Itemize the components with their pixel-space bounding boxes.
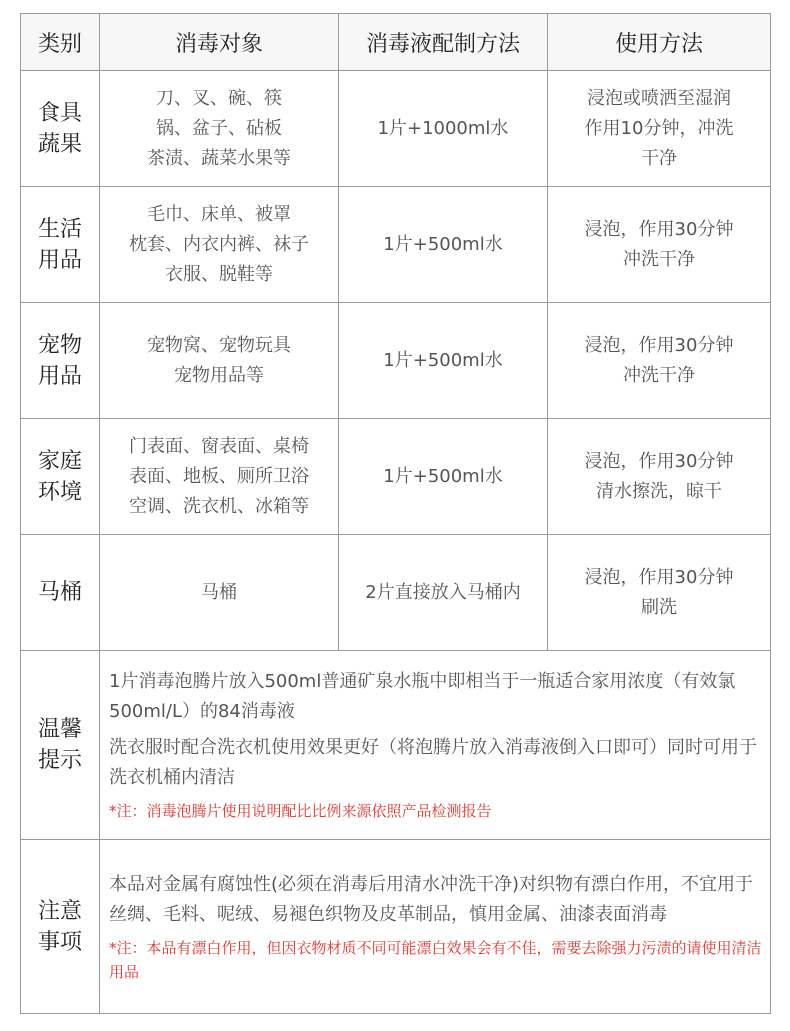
method-cell: 1片+500ml水 xyxy=(339,187,548,303)
objects-cell xyxy=(100,535,339,651)
usage-cell xyxy=(548,419,771,535)
disinfection-usage-table xyxy=(20,13,771,1014)
usage-line: 干净 xyxy=(641,147,677,169)
category-line: 食具 xyxy=(37,100,82,126)
objects-line: 锅、盆子、砧板 xyxy=(156,117,282,139)
objects-line: 空调、洗衣机、冰箱等 xyxy=(129,495,309,517)
objects-line: 衣服、脱鞋等 xyxy=(165,263,273,285)
disinfection-usage-table-container xyxy=(20,13,770,1014)
usage-line: 浸泡，作用30分钟 xyxy=(584,334,734,356)
tips-paragraph: 1片消毒泡腾片放入500ml普通矿泉水瓶中即相当于一瓶适合家用浓度（有效氯500ml/L）的84消毒液 xyxy=(109,671,736,722)
table-row xyxy=(21,71,771,187)
objects-line: 表面、地板、厕所卫浴 xyxy=(129,465,309,487)
tips-paragraph: 洗衣服时配合洗衣机使用效果更好（将泡腾片放入消毒液倒入口即可）同时可用于洗衣机桶内清洁 xyxy=(109,737,757,788)
objects-line: 宠物窝、宠物玩具 xyxy=(147,334,291,356)
objects-line: 枕套、内衣内裤、袜子 xyxy=(129,233,309,255)
table-row xyxy=(21,419,771,535)
category-line: 用品 xyxy=(37,247,82,273)
category-cell xyxy=(21,419,100,535)
category-line: 提示 xyxy=(37,748,82,773)
notice-row xyxy=(21,840,771,1014)
usage-cell xyxy=(548,71,771,187)
header-objects: 消毒对象 xyxy=(100,14,339,71)
header-usage: 使用方法 xyxy=(548,14,771,71)
tips-warning: *注：消毒泡腾片使用说明配比比例来源依照产品检测报告 xyxy=(109,802,492,820)
category-cell xyxy=(21,71,100,187)
usage-line: 冲洗干净 xyxy=(623,364,695,386)
notice-warning: *注：本品有漂白作用，但因衣物材质不同可能漂白效果会有不佳，需要去除强力污渍的请使用清洁用品 xyxy=(109,938,762,981)
objects-line: 门表面、窗表面、桌椅 xyxy=(129,435,309,457)
header-category: 类别 xyxy=(21,14,100,71)
tips-body xyxy=(100,651,771,840)
objects-cell xyxy=(100,303,339,419)
usage-line: 浸泡或喷洒至湿润 xyxy=(587,87,731,109)
objects-line: 马桶 xyxy=(201,581,237,603)
usage-cell xyxy=(548,303,771,419)
category-line: 蔬果 xyxy=(37,131,82,157)
objects-line: 宠物用品等 xyxy=(174,364,264,386)
method-cell: 1片+1000ml水 xyxy=(339,71,548,187)
category-line: 事项 xyxy=(37,929,82,955)
category-line: 环境 xyxy=(37,479,82,505)
objects-cell xyxy=(100,419,339,535)
category-line: 用品 xyxy=(37,363,82,389)
table-row xyxy=(21,303,771,419)
notice-paragraph: 本品对金属有腐蚀性(必须在消毒后用清水冲洗干净)对织物有漂白作用，不宜用于丝绸、毛料、呢绒、易褪色织物及皮革制品，慎用金属、油漆表面消毒 xyxy=(109,873,754,925)
objects-cell xyxy=(100,187,339,303)
usage-line: 清水擦洗，晾干 xyxy=(596,480,722,502)
objects-line: 刀、叉、碗、筷 xyxy=(156,87,282,109)
category-line: 家庭 xyxy=(37,448,82,474)
category-cell xyxy=(21,303,100,419)
usage-line: 浸泡，作用30分钟 xyxy=(584,218,734,240)
method-cell: 2片直接放入马桶内 xyxy=(339,535,548,651)
usage-line: 刷洗 xyxy=(641,596,677,618)
header-row xyxy=(21,14,771,71)
category-line: 注意 xyxy=(37,898,82,924)
table-row xyxy=(21,187,771,303)
category-line: 温馨 xyxy=(37,717,82,742)
header-method: 消毒液配制方法 xyxy=(339,14,548,71)
usage-line: 冲洗干净 xyxy=(623,248,695,270)
method-cell: 1片+500ml水 xyxy=(339,303,548,419)
usage-line: 浸泡，作用30分钟 xyxy=(584,566,734,588)
table-row xyxy=(21,535,771,651)
tips-row xyxy=(21,651,771,840)
notice-body xyxy=(100,840,771,1014)
category-cell xyxy=(21,535,100,651)
usage-cell xyxy=(548,187,771,303)
objects-line: 茶渍、蔬菜水果等 xyxy=(147,147,291,169)
category-line: 马桶 xyxy=(37,580,82,605)
method-cell: 1片+500ml水 xyxy=(339,419,548,535)
tips-category-cell xyxy=(21,651,100,840)
objects-cell xyxy=(100,71,339,187)
usage-line: 作用10分钟，冲洗 xyxy=(584,117,734,139)
category-line: 宠物 xyxy=(37,332,82,358)
category-line: 生活 xyxy=(37,216,82,242)
objects-line: 毛巾、床单、被罩 xyxy=(147,203,291,225)
notice-category-cell xyxy=(21,840,100,1014)
category-cell xyxy=(21,187,100,303)
usage-cell xyxy=(548,535,771,651)
usage-line: 浸泡，作用30分钟 xyxy=(584,450,734,472)
